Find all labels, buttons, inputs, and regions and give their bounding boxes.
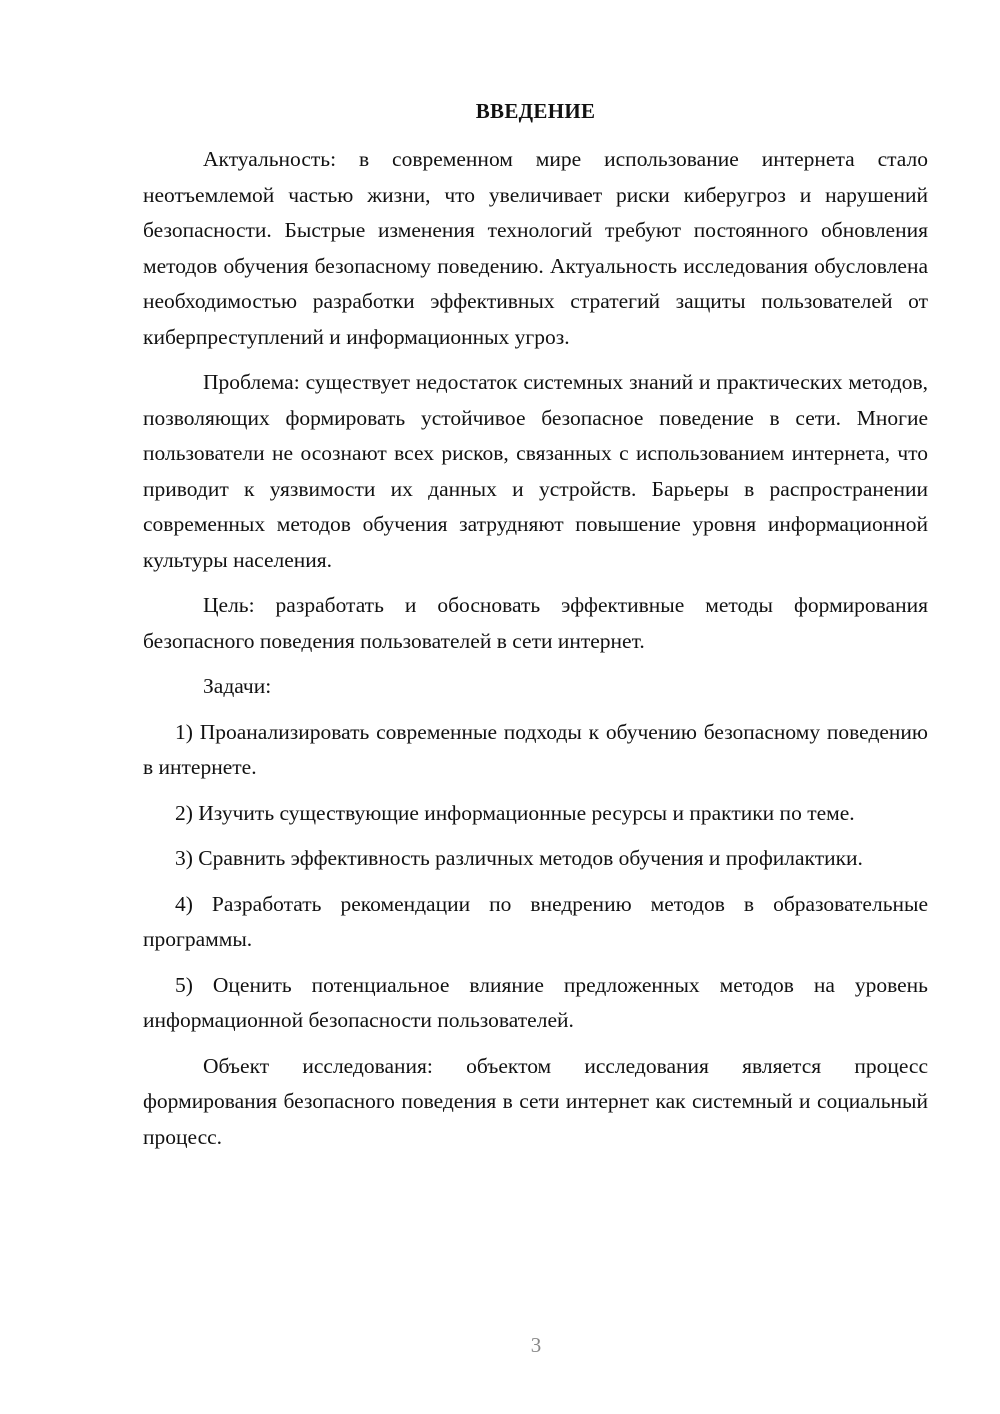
paragraph-relevance: Актуальность: в современном мире использование интернета стало неотъемлемой частью жизни, что увеличивает риски киберугроз и нарушений безопасности. Быстрые изменения технологий требуют постоянного обновления методов обучения безопасному поведению. Актуальность исследования обусловлена необходимостью разработки эффективных стратегий защиты пользователей от киберпреступлений и информационных угроз.: [143, 147, 928, 349]
paragraph-problem: Проблема: существует недостаток системных знаний и практических методов, позволяющих формировать устойчивое безопасное поведение в сети. Многие пользователи не осознают всех рисков, связанных с использованием интернета, что приводит к уязвимости их данных и устройств. Барьеры в распространении современных методов обучения затрудняют повышение уровня информационной культуры населения.: [143, 370, 928, 572]
paragraph-object: Объект исследования: объектом исследования является процесс формирования безопасного поведения в сети интернет как системный и социальный процесс.: [143, 1053, 928, 1149]
task-item: 1) Проанализировать современные подходы к обучению безопасному поведению в интернете.: [143, 719, 928, 779]
paragraph-goal: Цель: разработать и обосновать эффективные методы формирования безопасного поведения пользователей в сети интернет.: [143, 593, 928, 653]
task-item: 3) Сравнить эффективность различных методов обучения и профилактики.: [175, 846, 863, 870]
section-title: ВВЕДЕНИЕ: [475, 99, 596, 123]
page-number: 3: [530, 1333, 542, 1357]
document-page: [143, 96, 928, 1155]
task-item: 4) Разработать рекомендации по внедрению методов в образовательные программы.: [143, 891, 928, 951]
task-item: 2) Изучить существующие информационные ресурсы и практики по теме.: [175, 800, 855, 825]
tasks-heading: Задачи:: [203, 674, 272, 698]
task-item: 5) Оценить потенциальное влияние предложенных методов на уровень информационной безопасности пользователей.: [143, 972, 928, 1032]
